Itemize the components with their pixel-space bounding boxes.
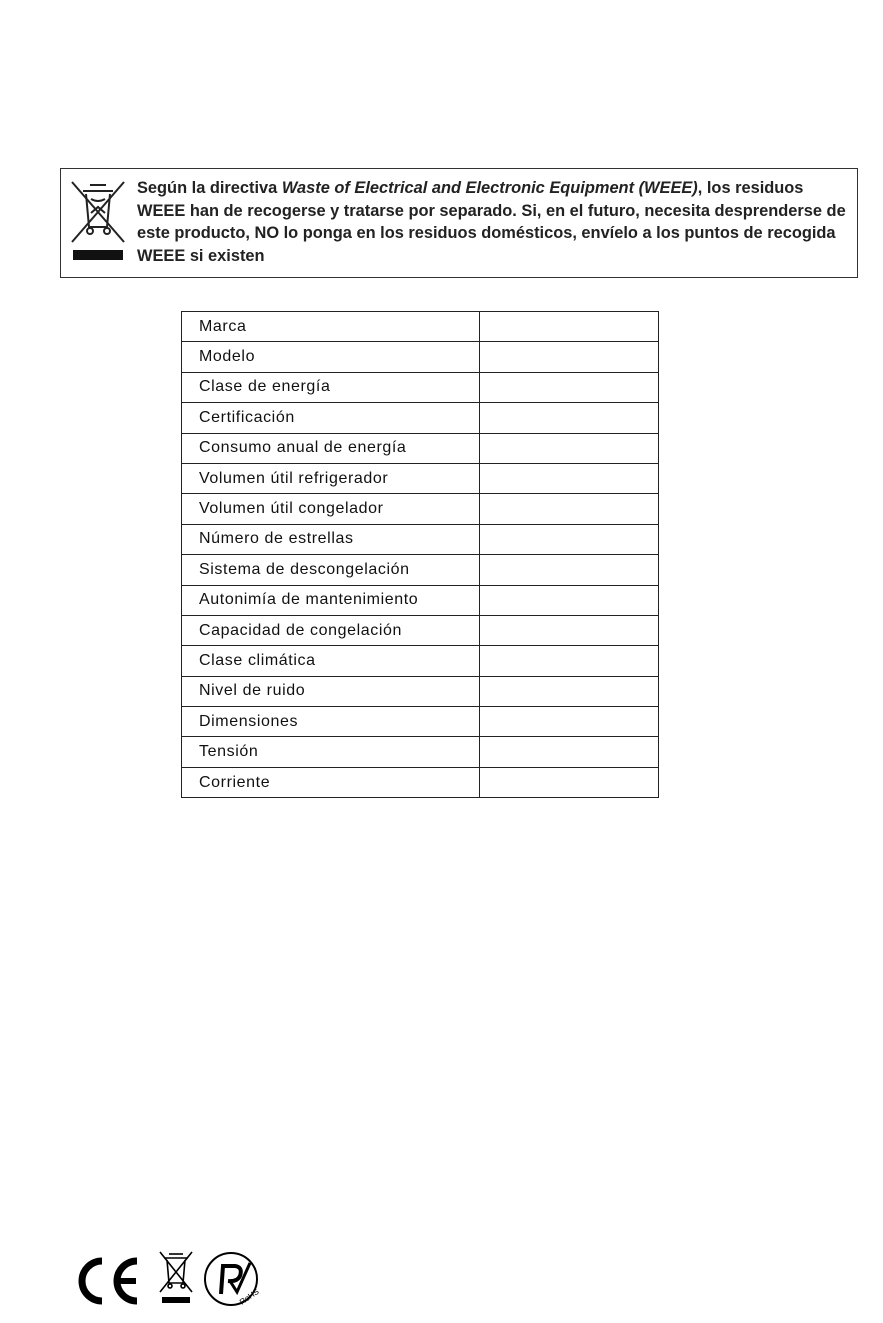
crossed-out-wheelie-bin-icon <box>158 1250 194 1306</box>
spec-label: Corriente <box>182 767 480 797</box>
table-row <box>182 342 659 372</box>
table-row <box>182 707 659 737</box>
spec-value <box>480 615 659 645</box>
spec-value <box>480 737 659 767</box>
table-row <box>182 737 659 767</box>
weee-directive-name: Waste of Electrical and Electronic Equipment (WEEE) <box>281 179 698 197</box>
spec-value <box>480 707 659 737</box>
spec-value <box>480 403 659 433</box>
table-row <box>182 676 659 706</box>
spec-label: Nivel de ruido <box>182 676 480 706</box>
spec-value <box>480 342 659 372</box>
spec-label: Marca <box>182 312 480 342</box>
spec-value <box>480 767 659 797</box>
table-row <box>182 585 659 615</box>
rohs-seal-icon <box>202 1250 262 1310</box>
spec-value <box>480 676 659 706</box>
table-row <box>182 524 659 554</box>
spec-label: Volumen útil congelador <box>182 494 480 524</box>
spec-label: Número de estrellas <box>182 524 480 554</box>
spec-value <box>480 555 659 585</box>
table-row <box>182 494 659 524</box>
table-row <box>182 646 659 676</box>
spec-label: Clase de energía <box>182 372 480 402</box>
spec-table-body <box>182 312 659 798</box>
spec-value <box>480 646 659 676</box>
table-row <box>182 767 659 797</box>
table-row <box>182 433 659 463</box>
table-row <box>182 615 659 645</box>
spec-value <box>480 585 659 615</box>
table-row <box>182 403 659 433</box>
table-row <box>182 312 659 342</box>
spec-value <box>480 372 659 402</box>
table-row <box>182 555 659 585</box>
spec-label: Modelo <box>182 342 480 372</box>
spec-label: Tensión <box>182 737 480 767</box>
spec-value <box>480 494 659 524</box>
spec-label: Consumo anual de energía <box>182 433 480 463</box>
spec-value <box>480 312 659 342</box>
weee-notice-box <box>60 168 858 278</box>
certification-logos <box>70 1244 270 1312</box>
spec-label: Autonimía de mantenimiento <box>182 585 480 615</box>
spec-table <box>181 311 659 798</box>
spec-label: Capacidad de congelación <box>182 615 480 645</box>
spec-value <box>480 524 659 554</box>
spec-value <box>480 463 659 493</box>
rohs-label: RoHS <box>237 1287 261 1307</box>
weee-text-intro: Según la directiva <box>137 179 282 197</box>
table-row <box>182 463 659 493</box>
crossed-out-wheelie-bin-icon <box>69 179 127 263</box>
spec-label: Sistema de descongelación <box>182 555 480 585</box>
table-row <box>182 372 659 402</box>
spec-label: Clase climática <box>182 646 480 676</box>
weee-notice-text <box>137 177 853 267</box>
spec-label: Dimensiones <box>182 707 480 737</box>
ce-mark-icon <box>70 1256 142 1306</box>
spec-label: Certificación <box>182 403 480 433</box>
spec-value <box>480 433 659 463</box>
weee-text-body: , los residuos WEEE han de recogerse y tratarse por separado. Si, en el futuro, necesita desprenderse de este producto, NO lo ponga en los residuos domésticos, envíelo a los puntos de recogida WEEE si existen <box>137 179 846 265</box>
spec-label: Volumen útil refrigerador <box>182 463 480 493</box>
